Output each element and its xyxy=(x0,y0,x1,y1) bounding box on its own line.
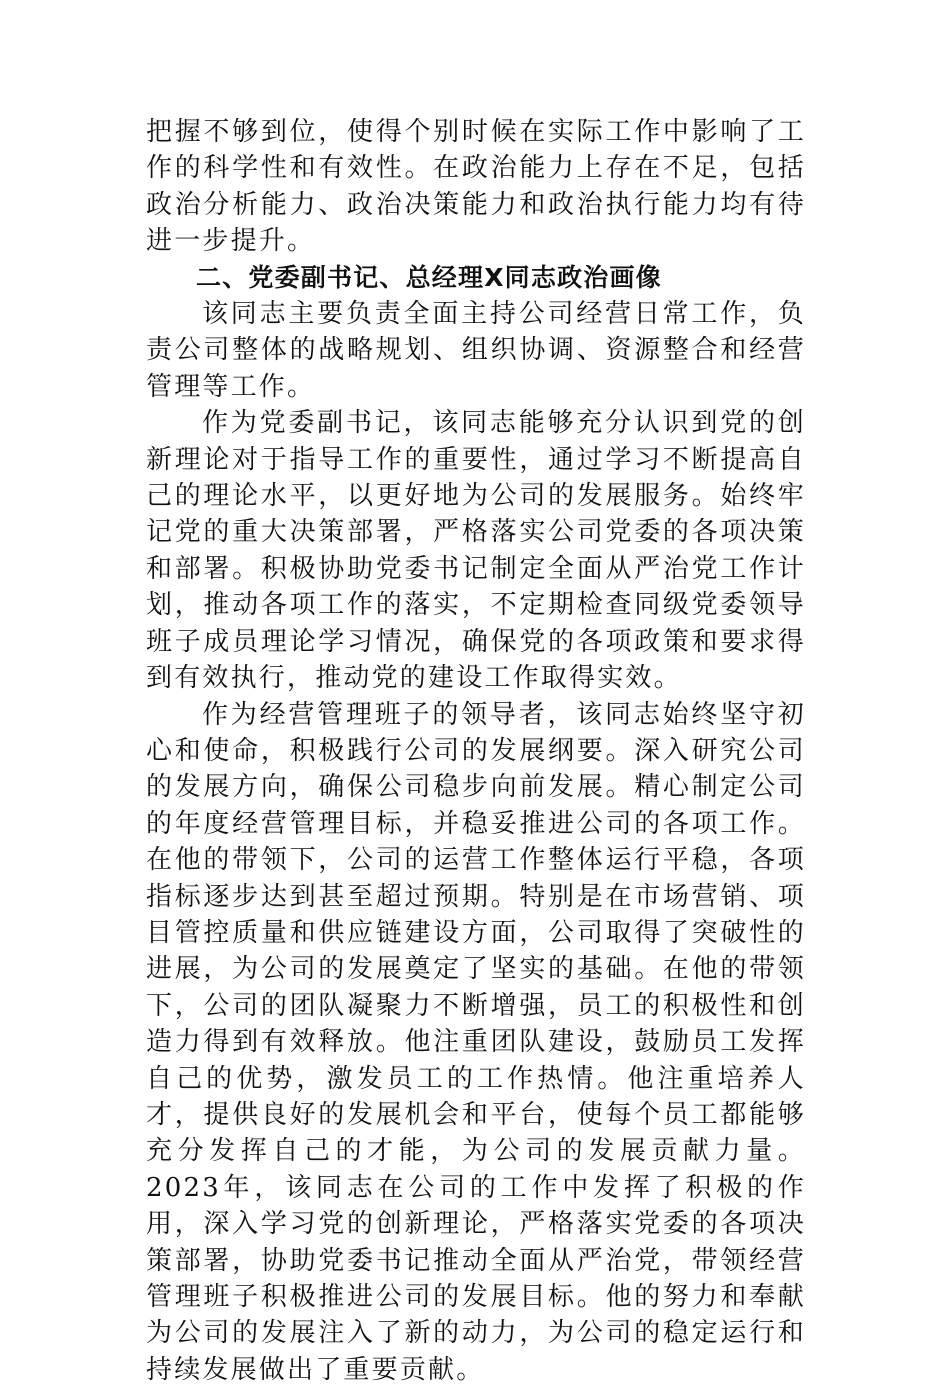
document-body xyxy=(146,114,806,1388)
section-heading: 二、党委副书记、总经理X同志政治画像 xyxy=(146,260,806,296)
body-paragraph-party-role: 作为党委副书记，该同志能够充分认识到党的创新理论对于指导工作的重要性，通过学习不断提高自己的理论水平，以更好地为公司的发展服务。始终牢记党的重大决策部署，严格落实公司党委的各项决策和部署。积极协助党委书记制定全面从严治党工作计划，推动各项工作的落实，不定期检查同级党委领导班子成员理论学习情况，确保党的各项政策和要求得到有效执行，推动党的建设工作取得实效。 xyxy=(146,405,806,696)
body-paragraph-management-role: 作为经营管理班子的领导者，该同志始终坚守初心和使命，积极践行公司的发展纲要。深入研究公司的发展方向，确保公司稳步向前发展。精心制定公司的年度经营管理目标，并稳妥推进公司的各项工作。在他的带领下，公司的运营工作整体运行平稳，各项指标逐步达到甚至超过预期。特别是在市场营销、项目管控质量和供应链建设方面，公司取得了突破性的进展，为公司的发展奠定了坚实的基础。在他的带领下，公司的团队凝聚力不断增强，员工的积极性和创造力得到有效释放。他注重团队建设，鼓励员工发挥自己的优势，激发员工的工作热情。他注重培养人才，提供良好的发展机会和平台，使每个员工都能够充分发挥自己的才能，为公司的发展贡献力量。2023年，该同志在公司的工作中发挥了积极的作用，深入学习党的创新理论，严格落实党委的各项决策部署，协助党委书记推动全面从严治党，带领经营管理班子积极推进公司的发展目标。他的努力和奉献为公司的发展注入了新的动力，为公司的稳定运行和持续发展做出了重要贡献。 xyxy=(146,697,806,1388)
body-paragraph-responsibilities: 该同志主要负责全面主持公司经营日常工作，负责公司整体的战略规划、组织协调、资源整合和经营管理等工作。 xyxy=(146,296,806,405)
continuation-paragraph: 把握不够到位，使得个别时候在实际工作中影响了工作的科学性和有效性。在政治能力上存在不足，包括政治分析能力、政治决策能力和政治执行能力均有待进一步提升。 xyxy=(146,114,806,260)
